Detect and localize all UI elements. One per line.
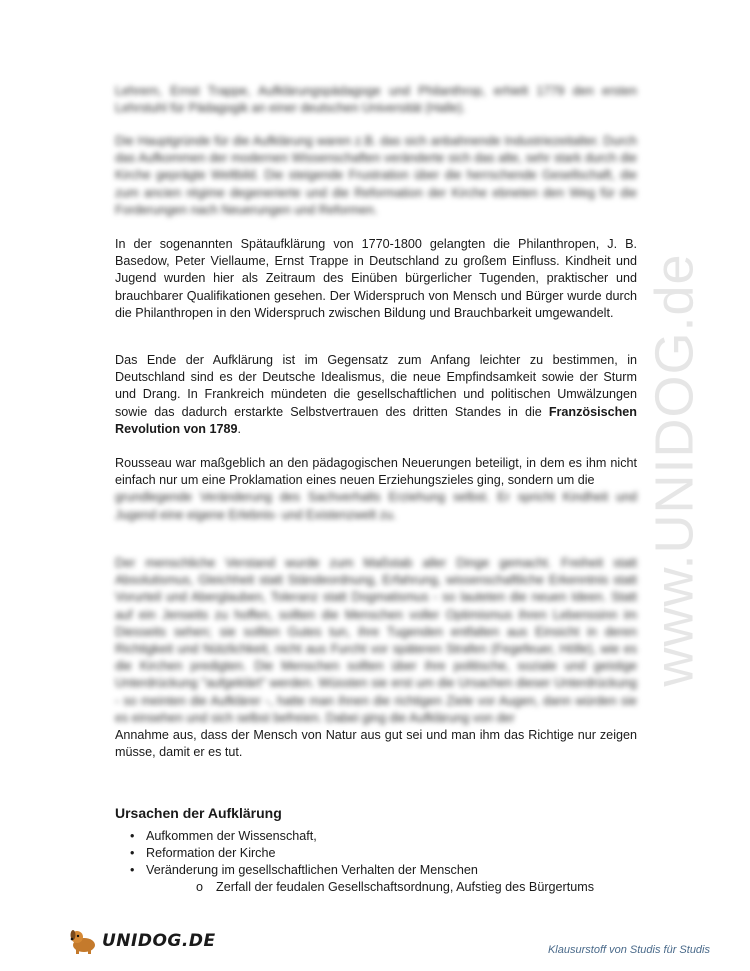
dog-icon <box>68 927 98 955</box>
bold-revolution: Französischen Revolution von 1789 <box>115 404 637 436</box>
logo-text: UNIDOG.DE <box>102 931 216 951</box>
section-heading: Ursachen der Aufklärung <box>115 805 282 821</box>
rousseau-blurred-text: grundlegende Veränderung des Sachverhalts Erziehung selbst. Er spricht Kindheit und Jugend eine eigene Erlebnis- und Existenzwelt zu. <box>115 490 637 522</box>
sub-bullet-text: Zerfall der feudalen Gesellschaftsordnung, Aufstieg des Bürgertums <box>216 880 595 894</box>
list-item: • Veränderung im gesellschaftlichen Verhalten der Menschen <box>130 862 478 879</box>
footer-tagline: Klausurstoff von Studis für Studis <box>547 944 710 956</box>
sub-list-item <box>196 879 594 896</box>
paragraph-end: . <box>237 421 241 436</box>
paragraph-spaetaufklaerung: In der sogenannten Spätaufklärung von 1770-1800 gelangten die Philanthropen, J. B. Basedow, Peter Viellaume, Ernst Trappe in Deutschland zu großem Einfluss. Kindheit und Jugend wurden hier als Zeitraum des Einüben bürgerlicher Tugenden, praktischer und brauchbarer Qualifikationen gesehen. Der Widerspruch von Mensch und Bürger wurde durch die Philanthropen in den Widerspruch zwischen Bildung und Brauchbarkeit umgewandelt. <box>115 237 637 320</box>
bullet-list <box>130 828 478 880</box>
paragraph-blurred-1: Lehrern, Ernst Trappe, Aufklärungspädagoge und Philanthrop, erhielt 1779 den ersten Lehrstuhl für Pädagogik an einer deutschen Universität (Halle). <box>115 84 637 116</box>
rousseau-clear-text: Rousseau war maßgeblich an den pädagogischen Neuerungen beteiligt, in dem es ihm nicht einfach nur um eine Proklamation eines neuen Erziehungszieles ging, sondern um die <box>115 456 637 488</box>
list-item: • Reformation der Kirche <box>130 845 478 862</box>
paragraph-blurred-2: Die Hauptgründe für die Aufklärung waren z.B. das sich anbahnende Industriezeitalter. Durch das Aufkommen der modernen Wissenschaften veränderte sich das alte, sehr stark durch die Kirche geprägte Weltbild. Die steigende Frustration über die herrschende Gesellschaft, die zum ancien régime degenerierte und die Reformation der Kirche ebneten den Weg für die Forderungen nach Neuerungen und Reformen. <box>115 134 637 217</box>
verstand-clear-text: Annahme aus, dass der Mensch von Natur aus gut sei und man ihm das Richtige nur zeigen müsse, damit er es tut. <box>115 728 637 760</box>
watermark-text: www.UNIDOG.de <box>645 253 705 687</box>
unidog-logo <box>68 927 216 955</box>
watermark <box>640 253 710 687</box>
paragraph-verstand <box>115 555 637 761</box>
sub-bullet-marker: o <box>196 880 204 894</box>
list-item: • Aufkommen der Wissenschaft, <box>130 828 478 845</box>
paragraph-ende-aufklaerung <box>115 352 637 438</box>
paragraph-rousseau <box>115 455 637 524</box>
verstand-blurred-text: Der menschliche Verstand wurde zum Maßstab aller Dinge gemacht. Freiheit statt Absolutismus, Gleichheit statt Ständeordnung, Erfahrung, wissenschaftliche Erkenntnis statt Vorurteil und Aberglauben, Toleranz statt Dogmatismus - so lauteten die neuen Ideen. Statt auf ein Jenseits zu hoffen, sollten die Menschen voller Optimismus ihren Lebenssinn im Diesseits sehen; sie sollten Gutes tun, ihre Tugenden entfalten aus Einsicht in deren Richtigkeit und Nützlichkeit, nicht aus Furcht vor späteren Strafen (Fegefeuer, Hölle), wie es die Kirchen predigten. Die Menschen sollten über ihre politische, soziale und geistige Unterdrückung "aufgeklärt" werden. Wüssten sie erst um die Ursachen dieser Unterdrückung - so meinten die Aufklärer -, hatte man ihnen die richtigen Ziele vor Augen, dann würden sie es einsehen und sich selbst befreien. Dabei ging die Aufklärung von der <box>115 556 637 725</box>
paragraph-text: Das Ende der Aufklärung ist im Gegensatz zum Anfang leichter zu bestimmen, in Deutschland sind es der Deutsche Idealismus, die neue Empfindsamkeit sowie der Sturm und Drang. In Frankreich mündeten die gesellschaftlichen und politischen Umwälzungen sowie das dadurch erstarkte Selbstvertrauen des dritten Standes in die <box>115 353 637 419</box>
